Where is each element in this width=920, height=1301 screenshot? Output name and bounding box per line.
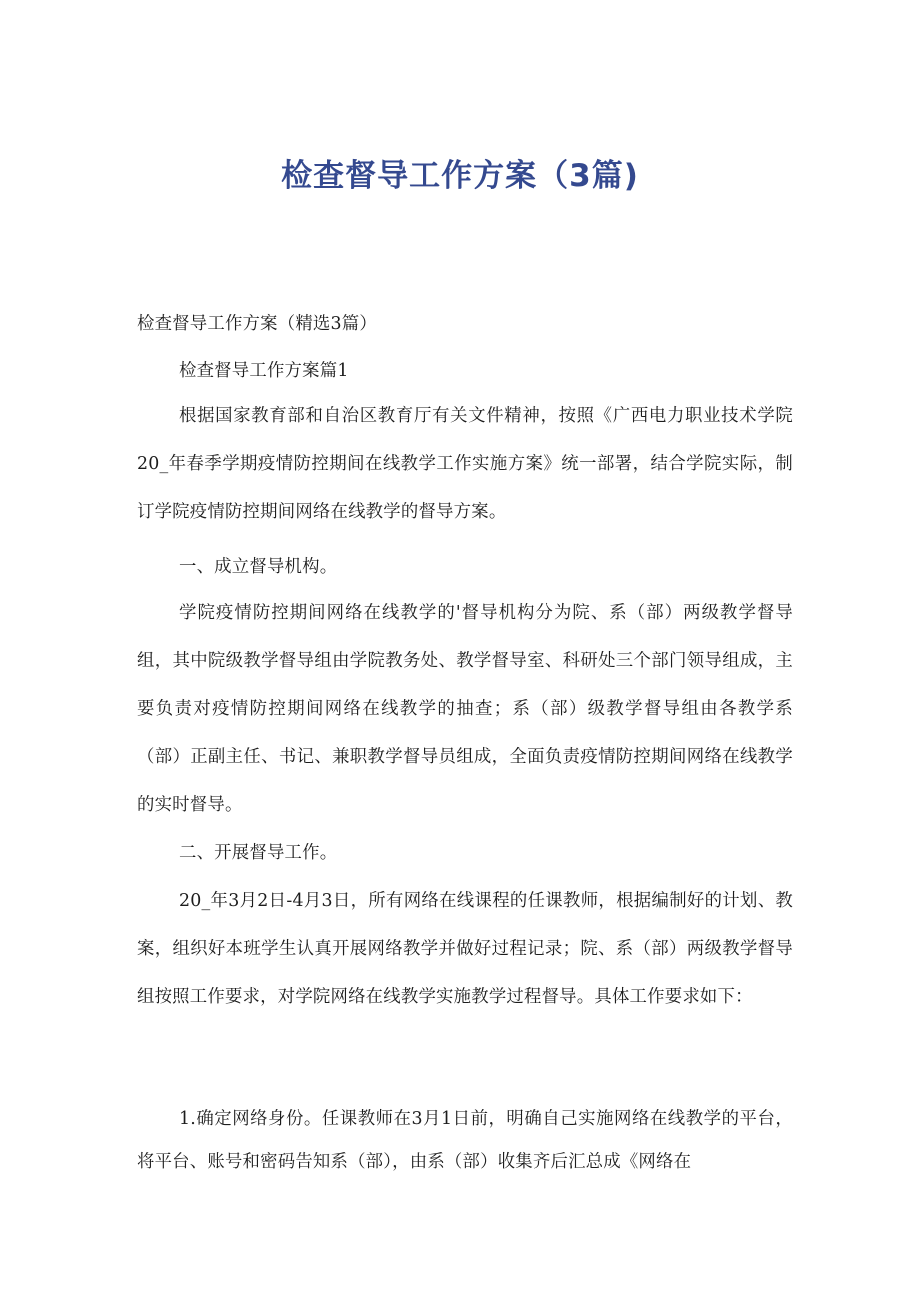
- section-heading-carry-out-work: 二、开展督导工作。: [179, 843, 338, 863]
- body-paragraph-work: 20_年3月2日-4月3日，所有网络在线课程的任课教师，根据编制好的计划、教案，组织好本班学生认真开展网络教学并做好过程记录；院、系（部）两级教学督导组按照工作要求，对学院网络在线教学实施教学过程督导。具体工作要求如下：: [137, 891, 793, 1007]
- section-heading-establish-organization: 一、成立督导机构。: [179, 557, 338, 577]
- body-paragraph-organization: 学院疫情防控期间网络在线教学的'督导机构分为院、系（部）两级教学督导组，其中院级教学督导组由学院教务处、教学督导室、科研处三个部门领导组成，主要负责对疫情防控期间网络在线教学的抽查；系（部）级教学督导组由各教学系（部）正副主任、书记、兼职教学督导员组成，全面负责疫情防控期间网络在线教学的实时督导。: [137, 603, 793, 815]
- subtitle-paragraph: 检查督导工作方案（精选3篇）: [137, 314, 377, 334]
- body-paragraph-requirement-1: 1.确定网络身份。任课教师在3月1日前，明确自己实施网络在线教学的平台，将平台、账号和密码告知系（部），由系（部）收集齐后汇总成《网络在: [137, 1109, 793, 1172]
- body-paragraph-intro: 根据国家教育部和自治区教育厅有关文件精神，按照《广西电力职业技术学院20_年春季学期疫情防控期间在线教学工作实施方案》统一部署，结合学院实际，制订学院疫情防控期间网络在线教学的督导方案。: [137, 406, 793, 522]
- section-heading-part-1: 检查督导工作方案篇1: [179, 361, 349, 381]
- document-title: 检查督导工作方案（3篇): [281, 158, 639, 194]
